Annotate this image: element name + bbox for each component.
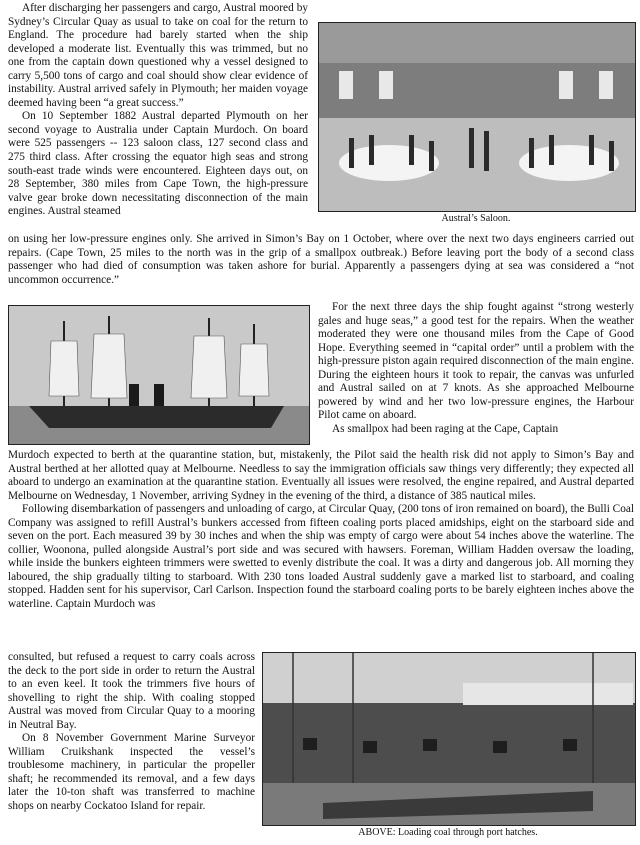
text-block-gales [318,301,634,436]
text-block-coaling [8,449,634,612]
paragraph-melbourne: Murdoch expected to berth at the quarantine station, but, mistakenly, the Pilot said the health risk did not apply to Simon’s Bay and Austral berthed at her allotted quay at Melbourne. Needless to say the immigration officials saw things very differently; they expected all aboard to undergo an examination at the quarantine station. Eventually all issues were resolved, the engine repaired, and Austral departed Melbourne on Wednesday, 1 November, arriving Sydney in the evening of the third, a distance of 385 nautical miles. [8,449,634,502]
ship-illustration [9,306,309,444]
paragraph-smallpox-start: As smallpox had been raging at the Cape, Captain [332,422,559,435]
paragraph-simons-bay: on using her low-pressure engines only. She arrived in Simon’s Bay on 1 October, where over the next two days engineers carried out repairs. (Cape Town, 25 miles to the north was in the grip of a smallpox outbreak.) Before leaving port the body of a second class passenger who had died of consumption was taken ashore for burial. Apparently a passengers dying at sea was considered a “not uncommon occurrence.” [8,233,634,286]
text-block-simons-bay [8,233,634,287]
text-block-closing [8,651,255,814]
loading-caption: ABOVE: Loading coal through port hatches. [358,827,538,838]
paragraph-coaling: Following disembarkation of passengers and unloading of cargo, at Circular Quay, (200 tons of iron remained on board), the Bulli Coal Company was assigned to refill Austral’s bunkers accessed from fifteen coaling ports placed amidships, eight on the starboard side and seven on the port. Each measured 39 by 30 inches and when the ship was empty of cargo were about 54 inches above the waterline. The collier, Woonona, pulled alongside Austral’s port side and was secured with hawsers. Foreman, William Hadden oversaw the loading, while inside the bunkers eighteen trimmers were swetted to evenly distribute the coal. It was a dirty and dangerous job. All morning they laboured, the ship gradually tilting to starboard. With 230 tons loaded Austral suddenly gave a marked list to starboard, and coaling stopped. Hadden sent for his supervisor, Carl Carlson. Inspection found the starboard coaling ports to be barely eighteen inches above the waterline. Captain Murdoch was [8,503,634,611]
text-block-intro [8,2,308,219]
saloon-image [318,22,636,212]
paragraph-coaling-list: After discharging her passengers and cargo, Austral moored by Sydney’s Circular Quay as usual to take on coal for the return to England. The procedure had barely started when the ship developed a moderate list. Eventually this was trimmed, but no one from the captain down questioned why a vessel designed to carry 5,500 tons of cargo and coal should show clear evidence of instability. Austral arrived safely in Plymouth; her maiden voyage deemed having been “a great success.” [8,2,308,109]
ship-image [8,305,310,445]
paragraph-surveyor: On 8 November Government Marine Surveyor William Cruikshank inspected the vessel’s troublesome machinery, in particular the propeller shaft; he recommended its removal, and a few days later the 10-ton shaft was transferred to machine shops on nearby Cockatoo Island for repair. [8,732,255,813]
saloon-caption: Austral’s Saloon. [441,213,511,224]
loading-photo [263,653,635,825]
paragraph-trimmers: consulted, but refused a request to carry coals across the deck to the port side in order to return the Austral to an even keel. It took the trimmers five hours of shovelling to right the ship. With coaling stopped Austral was moved from Circular Quay to a mooring in Neutral Bay. [8,651,255,731]
loading-image [262,652,636,826]
paragraph-gales: For the next three days the ship fought against “strong westerly gales and huge seas,” a good test for the repairs. When the weather moderated they were one thousand miles from the Cape of Good Hope. Everything seemed in “capital order” until a problem with the high-pressure piston again required disconnection of the main engine. During the eighteen hours it took to repair, the canvas was unfurled and Austral sailed on at 7 knots. As she approached Melbourne powered by wind and her two low-pressure engines, the Harbour Pilot came on aboard. [318,301,634,422]
saloon-illustration [319,23,635,211]
paragraph-second-voyage: On 10 September 1882 Austral departed Plymouth on her second voyage to Australia under Captain Murdoch. On board were 525 passengers -- 123 saloon class, 127 second class and 275 third class. After crossing the equator high seas and strong south-east trade winds were encountered. Eighteen days out, on 28 September, 380 miles from Cape Town, the high-pressure valve gear broke down necessitating disconnection of the main engines. Austral steamed [8,110,308,218]
